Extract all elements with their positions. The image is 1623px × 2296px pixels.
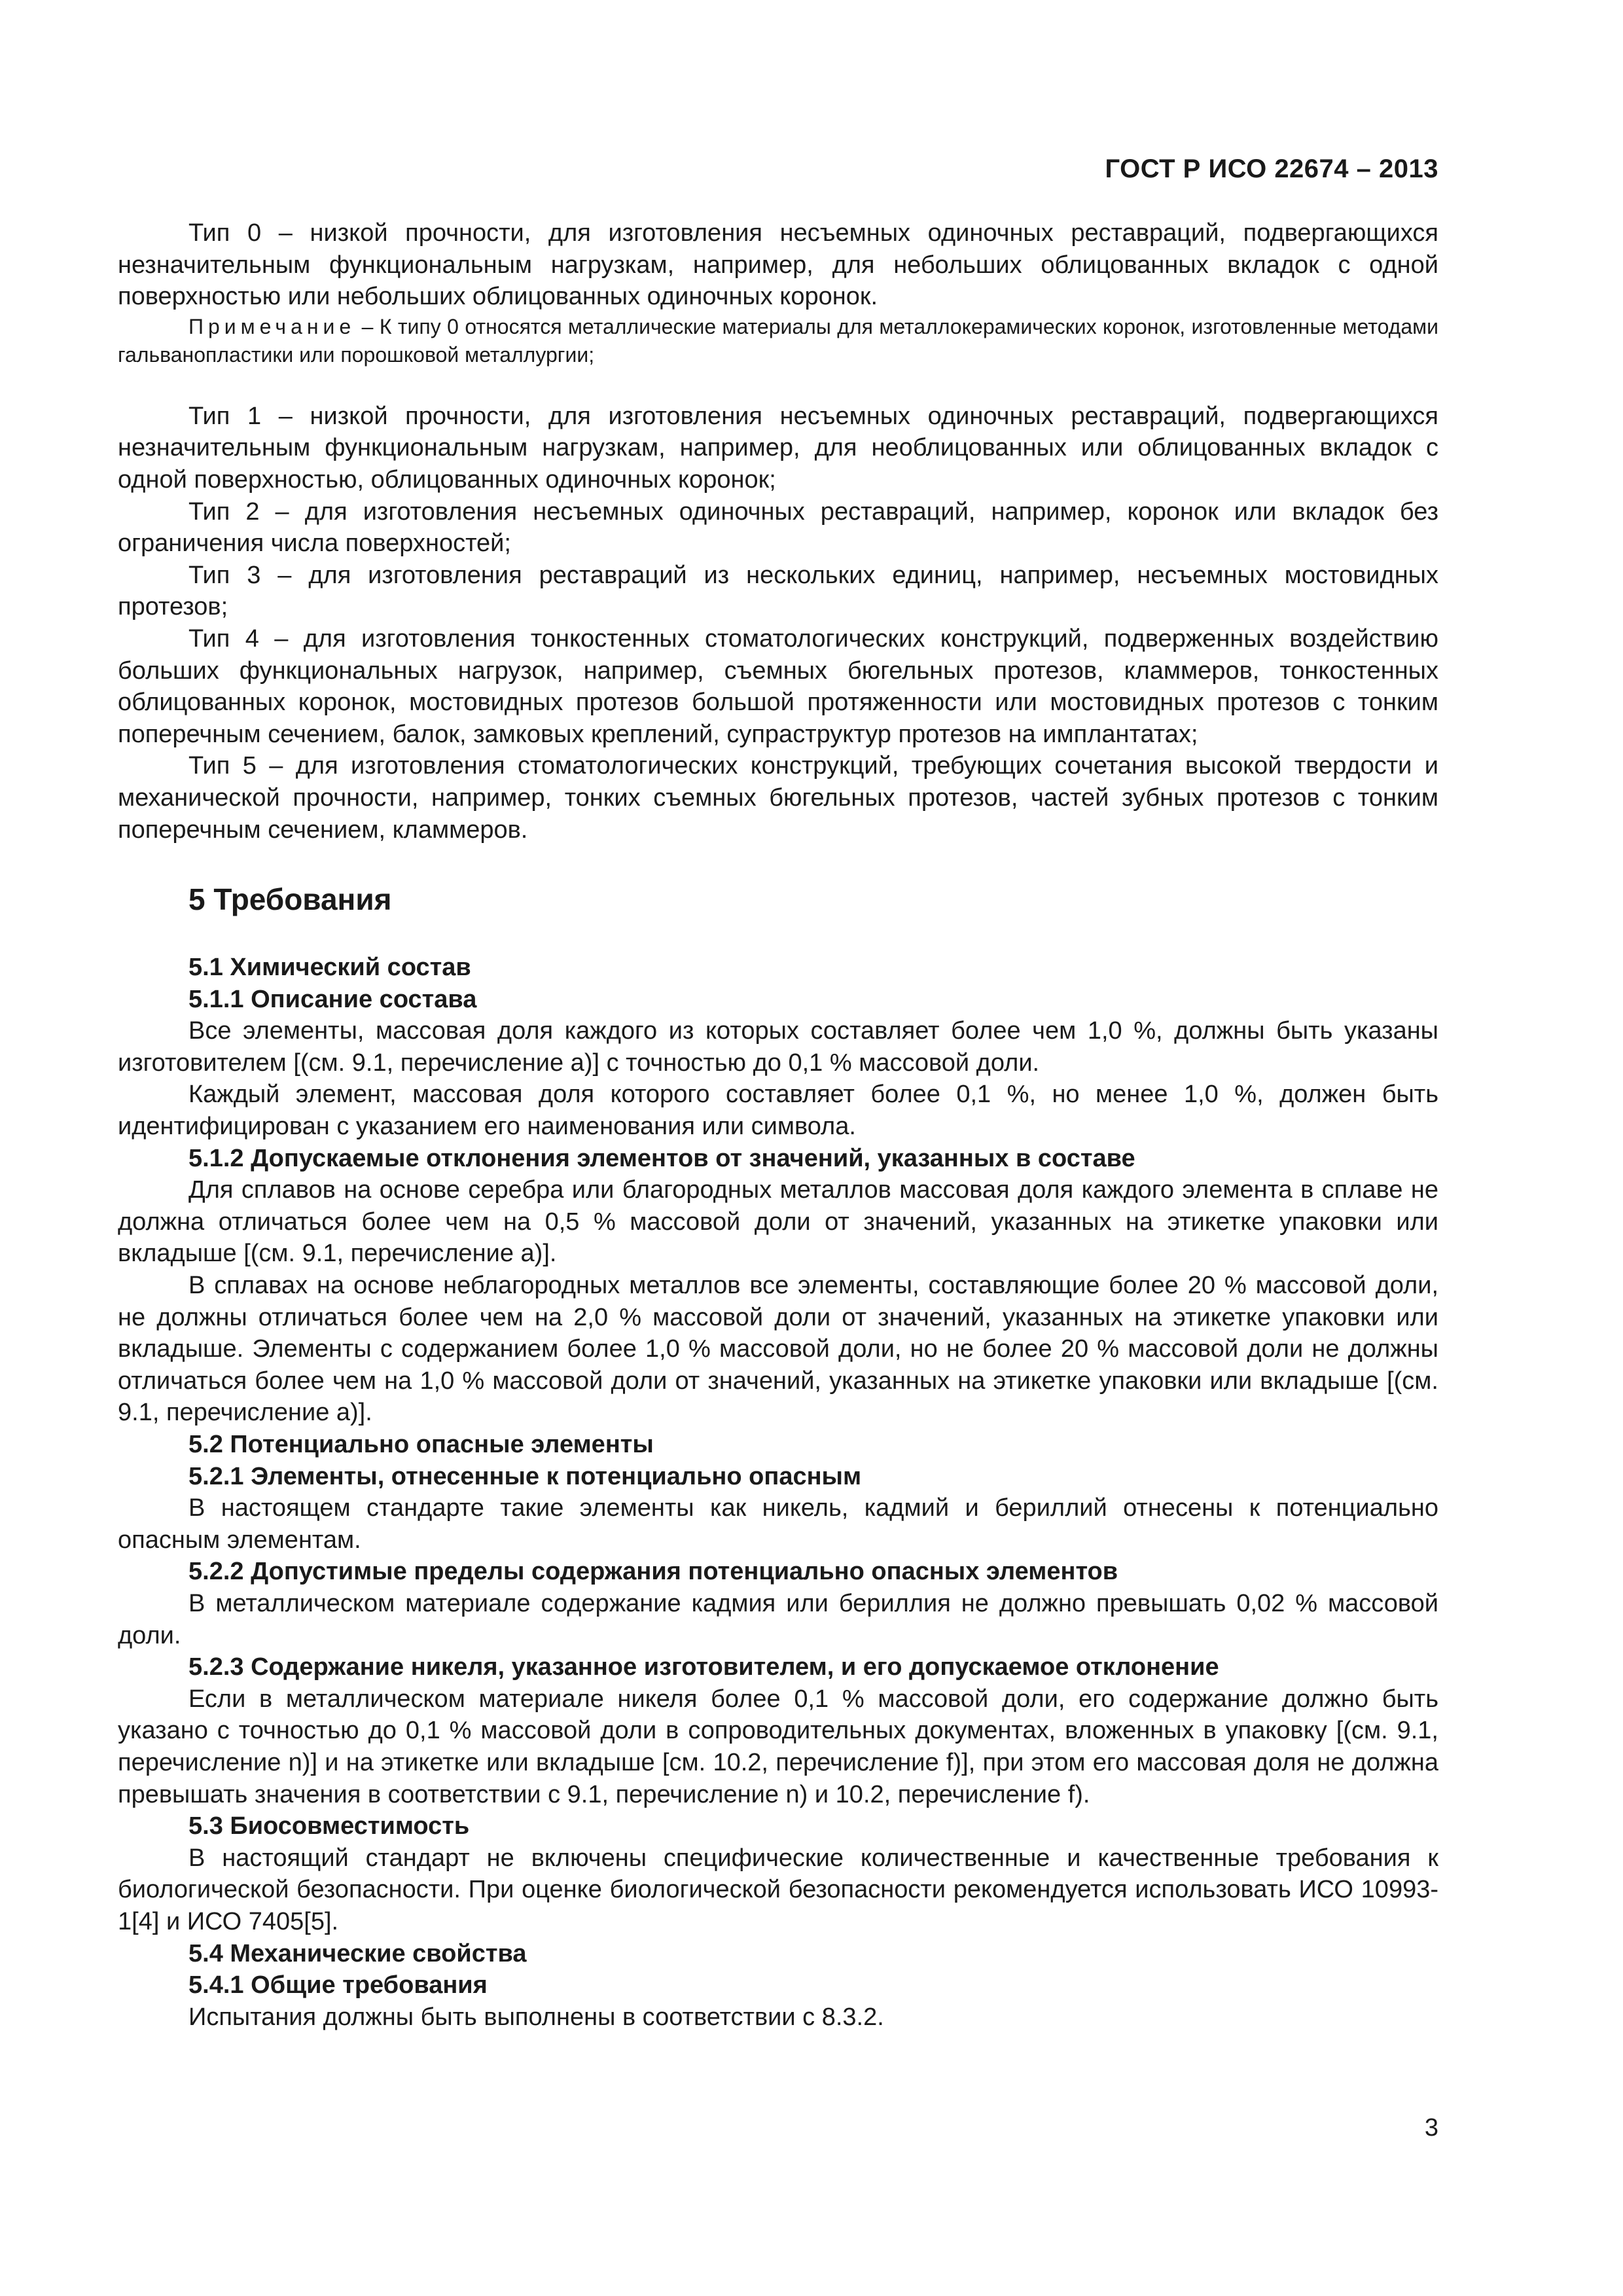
heading-5-2: 5.2 Потенциально опасные элементы [188,1431,654,1458]
spacer [118,369,1438,401]
type-4-paragraph: Тип 4 – для изготовления тонкостенных стоматологических конструкций, подверженных воздействию больших функциональных нагрузок, например, съемных бюгельных протезов, кламмеров, тонкостенных облицованных коронок, мостовидных протезов большой протяженности или мостовидных протезов с тонким поперечным сечением, балок, замковых креплений, супраструктур протезов на имплантатах; [118,624,1438,748]
heading-5-1-2: 5.1.2 Допускаемые отклонения элементов от значений, указанных в составе [188,1144,1135,1172]
type-3-paragraph: Тип 3 – для изготовления реставраций из нескольких единиц, например, несъемных мостовидных протезов; [118,561,1438,621]
paragraph-5-3: В настоящий стандарт не включены специфические количественные и качественные требования к биологической безопасности. При оценке биологической безопасности рекомендуется использовать ИСО 10993-1[4] и ИСО 7405[5]. [118,1844,1438,1935]
heading-5-2-1: 5.2.1 Элементы, отнесенные к потенциально опасным [188,1462,862,1490]
heading-5-1-1: 5.1.1 Описание состава [188,985,477,1013]
paragraph-5-2-1: В настоящем стандарте такие элементы как никель, кадмий и бериллий отнесены к потенциально опасным элементам. [118,1494,1438,1554]
document-code-header: ГОСТ Р ИСО 22674 – 2013 [1105,154,1438,183]
heading-5-3: 5.3 Биосовместимость [188,1812,470,1840]
note-text: – К типу 0 относятся металлические материалы для металлокерамических коронок, изготовленные методами гальванопластики или порошковой металлургии; [118,314,1438,367]
paragraph-5-1-2-a: Для сплавов на основе серебра или благородных металлов массовая доля каждого элемента в сплаве не должна отличаться более чем на 0,5 % массовой доли от значений, указанных на этикетке упаковки или вкладыше [(см. 9.1, перечисление а)]. [118,1176,1438,1268]
note-label: Примечание [188,314,356,338]
page-number: 3 [1424,2114,1438,2142]
heading-5-1: 5.1 Химический состав [188,954,471,982]
section-5-title: 5 Требования [188,882,392,917]
paragraph-5-1-2-b: В сплавах на основе неблагородных металлов все элементы, составляющие более 20 % массовой доли, не должны отличаться более чем на 2,0 % массовой доли от значений, указанных на этикетке упаковки или вкладыше. Элементы с содержанием более 1,0 % массовой доли, но не более 20 % массовой доли не должны отличаться более чем на 1,0 % массовой доли от значений, указанных на этикетке упаковки или вкладыше [(см. 9.1, перечисление а)]. [118,1272,1438,1427]
document-body [118,217,1438,2033]
paragraph-5-4-1: Испытания должны быть выполнены в соответствии с 8.3.2. [188,2003,884,2031]
paragraph-5-1-1-b: Каждый элемент, массовая доля которого составляет более 0,1 %, но менее 1,0 %, должен быть идентифицирован с указанием его наименования или символа. [118,1081,1438,1141]
heading-5-2-3: 5.2.3 Содержание никеля, указанное изготовителем, и его допускаемое отклонение [188,1653,1219,1681]
heading-5-4-1: 5.4.1 Общие требования [188,1971,488,2000]
type-0-paragraph: Тип 0 – низкой прочности, для изготовления несъемных одиночных реставраций, подвергающихся незначительным функциональным нагрузкам, например, для небольших облицованных вкладок с одной поверхностью или небольших облицованных одиночных коронок. [118,219,1438,311]
paragraph-5-2-2: В металлическом материале содержание кадмия или бериллия не должно превышать 0,02 % массовой доли. [118,1589,1438,1649]
paragraph-5-1-1-a: Все элементы, массовая доля каждого из которых составляет более чем 1,0 %, должны быть указаны изготовителем [(см. 9.1, перечисление а)] с точностью до 0,1 % массовой доли. [118,1017,1438,1077]
paragraph-5-2-3: Если в металлическом материале никеля более 0,1 % массовой доли, его содержание должно быть указано с точностью до 0,1 % массовой доли в сопроводительных документах, вложенных в упаковку [(см. 9.1, перечисление n)] и на этикетке или вкладыше [см. 10.2, перечисление f)], при этом его массовая доля не должна превышать значения в соответствии с 9.1, перечисление n) и 10.2, перечисление f). [118,1685,1438,1808]
type-1-paragraph: Тип 1 – низкой прочности, для изготовления несъемных одиночных реставраций, подвергающихся незначительным функциональным нагрузкам, например, для необлицованных или облицованных вкладок с одной поверхностью, облицованных одиночных коронок; [118,402,1438,493]
heading-5-4: 5.4 Механические свойства [188,1939,527,1967]
type-5-paragraph: Тип 5 – для изготовления стоматологических конструкций, требующих сочетания высокой твердости и механической прочности, например, тонких съемных бюгельных протезов, частей зубных протезов с тонким поперечным сечением, кламмеров. [118,752,1438,844]
type-0-note [118,313,1438,369]
type-2-paragraph: Тип 2 – для изготовления несъемных одиночных реставраций, например, коронок или вкладок без ограничения числа поверхностей; [118,497,1438,558]
document-page [118,0,1438,2296]
heading-5-2-2: 5.2.2 Допустимые пределы содержания потенциально опасных элементов [188,1558,1118,1586]
